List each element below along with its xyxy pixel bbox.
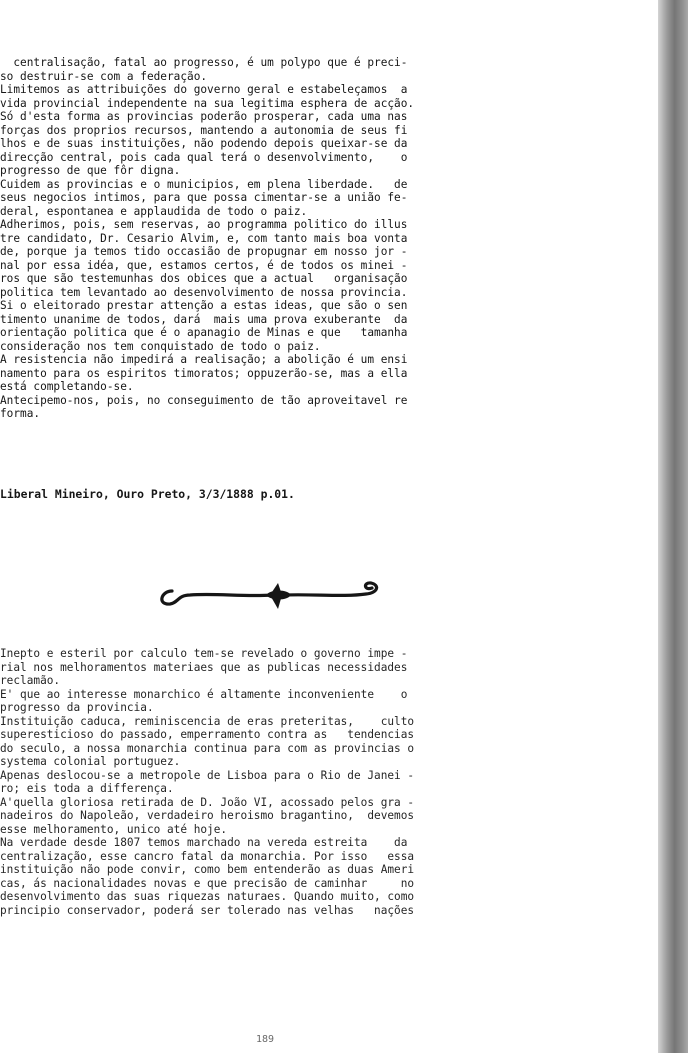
text-line: cas, ás nacionalidades novas e que precisão de caminhar no: [0, 876, 415, 890]
text-line: progresso da provincia.: [0, 701, 154, 714]
text-line: Adherimos, pois, sem reservas, ao programma politico do illus: [0, 218, 408, 231]
text-line: Instituição caduca, reminiscencia de eras preteritas, culto: [0, 714, 415, 728]
text-line: tre candidato, Dr. Cesario Alvim, e, com tanto mais boa vonta: [0, 231, 408, 245]
text-line: direcção central, pois cada qual terá o desenvolvimento, o: [0, 150, 408, 164]
text-line: forma.: [0, 407, 41, 420]
source-citation: Liberal Mineiro, Ouro Preto, 3/3/1888 p.01.: [0, 487, 295, 501]
text-line: E' que ao interesse monarchico é altamente inconveniente o: [0, 687, 408, 701]
text-line: centralisação, fatal ao progresso, é um polypo que é preci-: [0, 56, 408, 69]
text-line: Na verdade desde 1807 temos marchado na vereda estreita da: [0, 836, 408, 849]
text-line: so destruir-se com a federação.: [0, 69, 208, 83]
text-line: consideração nos tem conquistado de todo o paiz.: [0, 339, 321, 353]
text-line: rial nos melhoramentos materiaes que as publicas necessidades: [0, 660, 408, 674]
text-line: forças dos proprios recursos, mantendo a autonomia de seus fi: [0, 123, 408, 137]
text-line: nadeiros do Napoleão, verdadeiro heroismo bragantino, devemos: [0, 809, 415, 822]
text-line: Limitemos as attribuições do governo geral e estabeleçamos a: [0, 83, 408, 96]
text-line: Antecipemo-nos, pois, no conseguimento de tão aproveitavel re: [0, 393, 408, 407]
text-line: reclamão.: [0, 674, 61, 687]
text-line: do seculo, a nossa monarchia continua para com as provincias o: [0, 741, 415, 755]
text-line: Si o eleitorado prestar attenção a estas ideas, que são o sen: [0, 299, 408, 312]
text-line: ro; eis toda a differença.: [0, 782, 174, 795]
page-number: 189: [255, 1034, 275, 1045]
text-line: systema colonial portuguez.: [0, 755, 181, 768]
text-line: instituição não pode convir, como bem entenderão as duas Ameri: [0, 863, 415, 876]
text-line: desenvolvimento das suas riquezas naturaes. Quando muito, como: [0, 890, 415, 903]
text-line: superesticioso do passado, emperramento contra as tendencias: [0, 728, 415, 741]
text-line: ros que são testemunhas dos obices que a actual organisação: [0, 272, 408, 285]
text-line: deral, espontanea e applaudida de todo o paiz.: [0, 204, 308, 218]
text-line: de, porque ja temos tido occasião de propugnar em nosso jor -: [0, 245, 408, 258]
text-line: A'quella gloriosa retirada de D. João VI, acossado pelos gra -: [0, 795, 415, 809]
text-line: timento unanime de todos, dará mais uma prova exuberante da: [0, 312, 408, 326]
text-line: Inepto e esteril por calculo tem-se revelado o governo impe -: [0, 647, 408, 660]
text-line: Só d'esta forma as provincias poderão prosperar, cada uma nas: [0, 110, 408, 123]
text-line: está completando-se.: [0, 380, 134, 393]
text-line: Cuidem as provincias e o municipios, em plena liberdade. de: [0, 177, 408, 191]
text-line: nal por essa idéa, que, estamos certos, é de todos os minei -: [0, 258, 408, 272]
text-line: principio conservador, poderá ser tolerado nas velhas nações: [0, 903, 415, 917]
text-line: esse melhoramento, unico até hoje.: [0, 822, 228, 836]
text-line: lhos e de suas instituições, não podendo depois queixar-se da: [0, 137, 408, 150]
text-line: politica tem levantado ao desenvolvimento de nossa provincia.: [0, 285, 408, 299]
text-line: orientação politica que é o apanagio de Minas e que tamanha: [0, 326, 408, 339]
text-line: centralização, esse cancro fatal da monarchia. Por isso essa: [0, 849, 415, 863]
text-line: namento para os espiritos timoratos; oppuzerão-se, mas a ella: [0, 366, 408, 380]
text-line: seus negocios intimos, para que possa cimentar-se a união fe-: [0, 191, 408, 204]
text-line: vida provincial independente na sua legitima esphera de acção.: [0, 96, 415, 110]
article-text-block-2: [0, 647, 640, 917]
article-text-block-1: [0, 56, 640, 421]
text-line: progresso de que fôr digna.: [0, 164, 181, 177]
scroll-flourish-icon: [0, 575, 688, 615]
text-line: A resistencia não impedirá a realisação; a abolição é um ensi: [0, 353, 408, 366]
text-line: Apenas deslocou-se a metropole de Lisboa para o Rio de Janei -: [0, 768, 415, 782]
page-binding-edge: [658, 0, 688, 1053]
